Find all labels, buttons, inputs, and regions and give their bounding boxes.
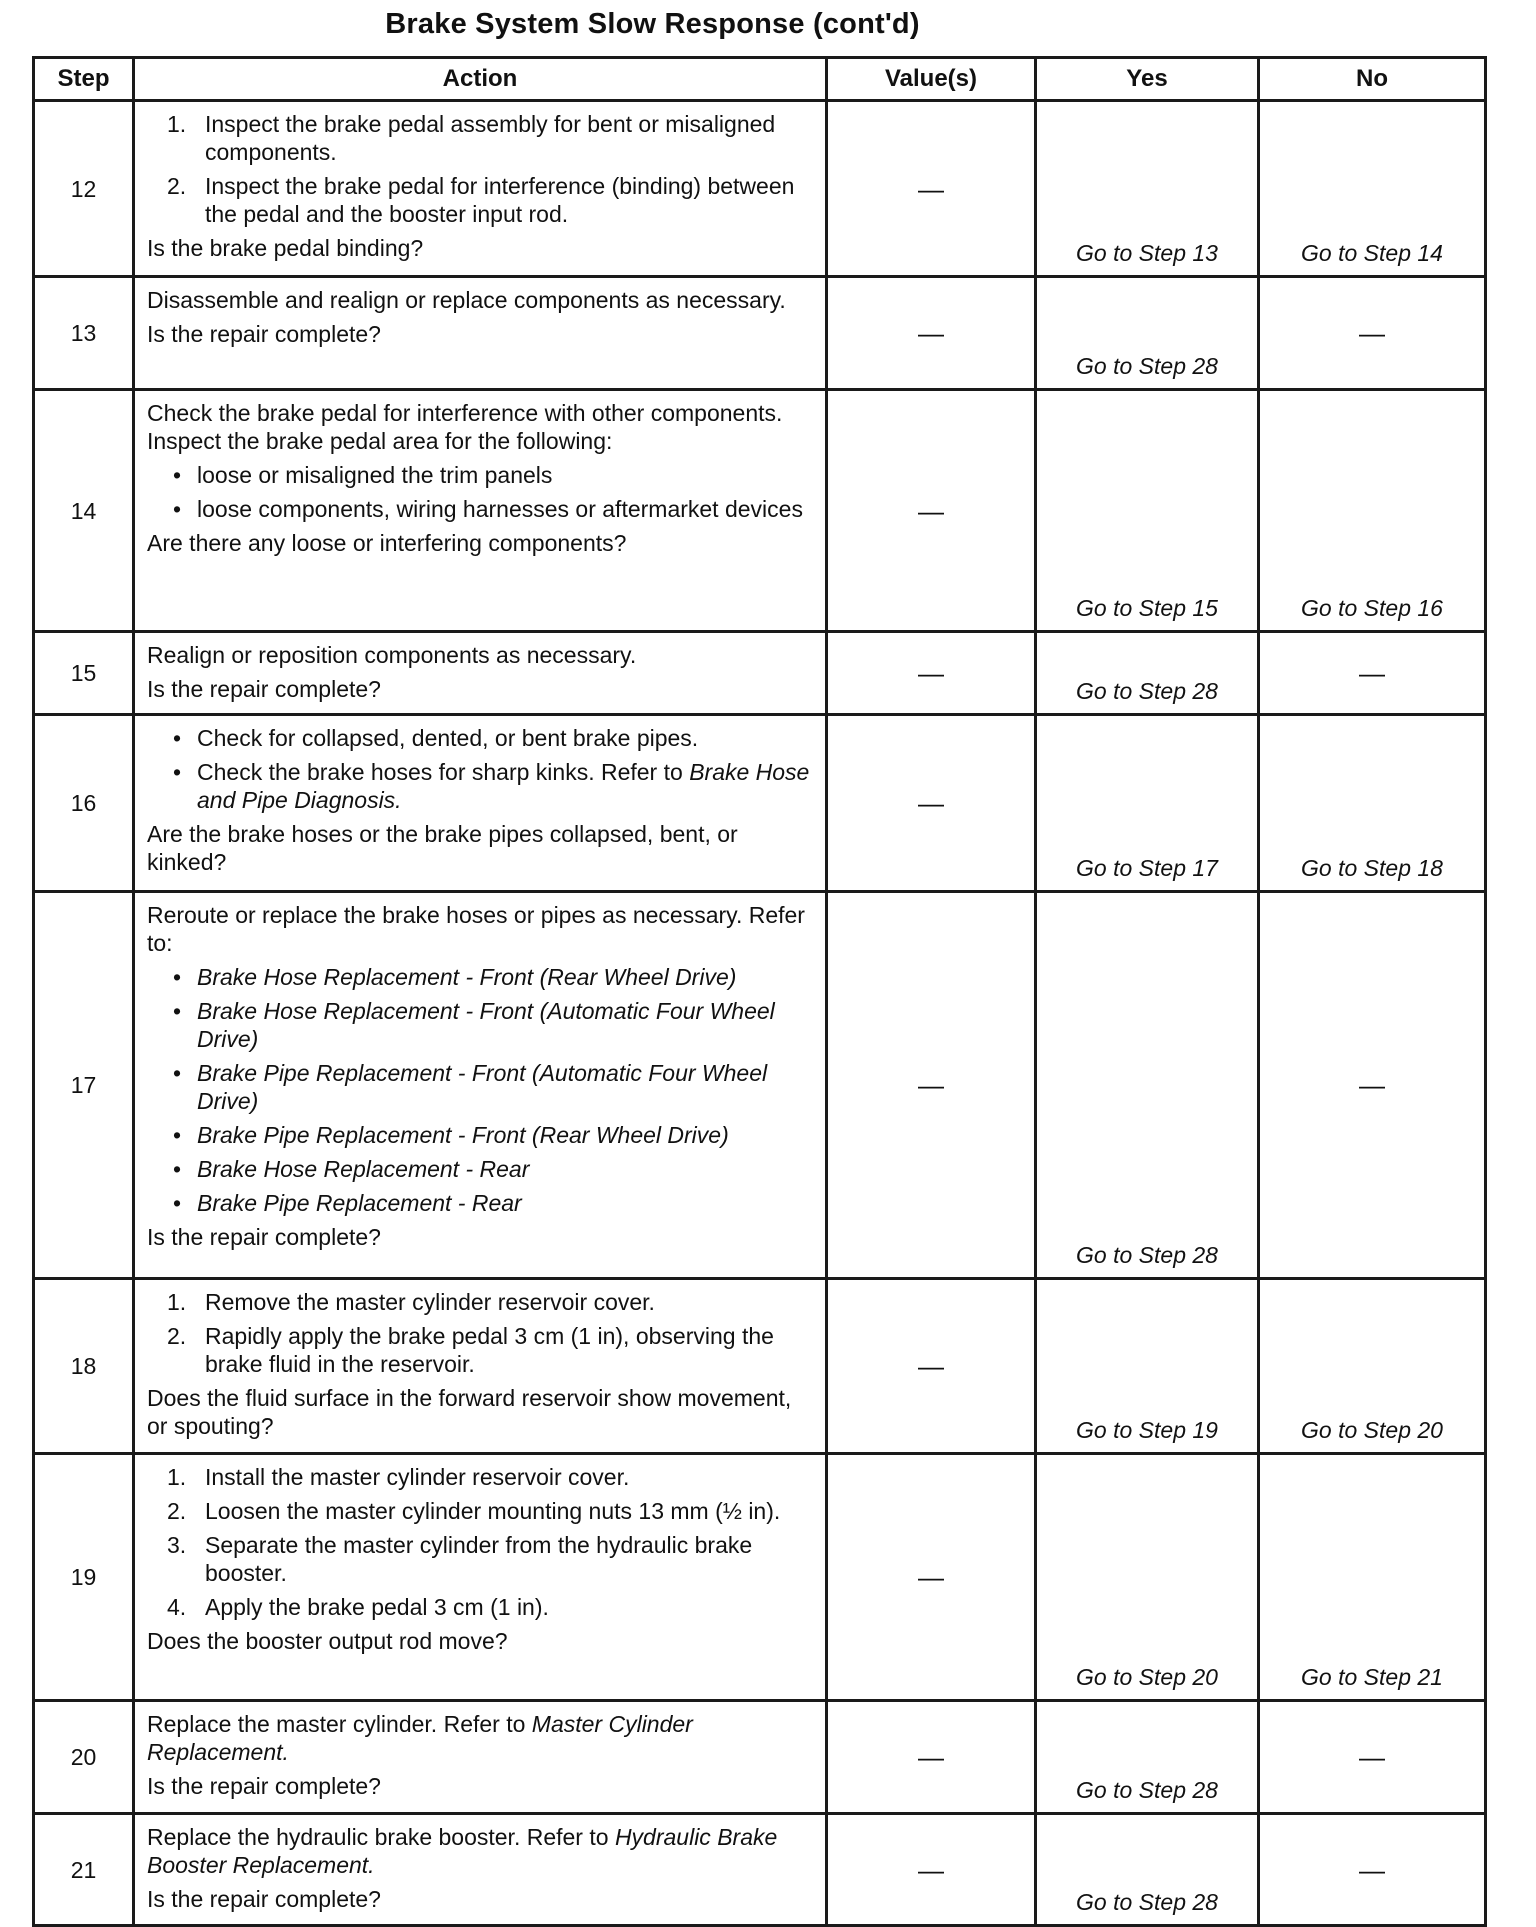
action-text xyxy=(147,1710,817,1766)
table-row xyxy=(34,1814,1486,1926)
list-item: • Brake Hose Replacement - Front (Automatic Four Wheel Drive) xyxy=(173,998,775,1052)
list-item-text: loose or misaligned the trim panels xyxy=(197,462,553,488)
list-item: • Check for collapsed, dented, or bent brake pipes. xyxy=(173,725,699,751)
header-no: No xyxy=(1259,58,1486,101)
table-row xyxy=(34,1454,1486,1701)
action-text: Realign or reposition components as necessary. xyxy=(147,642,637,668)
reference-link-text: Brake Hose and Pipe Diagnosis. xyxy=(197,759,810,813)
no-cell: — xyxy=(1259,1814,1486,1926)
question-text: Does the booster output rod move? xyxy=(147,1628,508,1654)
action-text xyxy=(147,1823,817,1879)
list-item: • Brake Pipe Replacement - Front (Automatic Four Wheel Drive) xyxy=(173,1060,768,1114)
table-row xyxy=(34,390,1486,632)
question-text: Is the repair complete? xyxy=(147,321,381,347)
question-text: Does the fluid surface in the forward reservoir show movement, or spouting? xyxy=(147,1385,792,1439)
step-number: 13 xyxy=(34,277,134,390)
table-row xyxy=(34,1279,1486,1454)
value-cell: — xyxy=(827,1814,1036,1926)
table-row xyxy=(34,277,1486,390)
yes-cell: Go to Step 17 xyxy=(1036,715,1259,892)
list-item-text: Separate the master cylinder from the hydraulic brake booster. xyxy=(205,1532,753,1586)
yes-cell: Go to Step 28 xyxy=(1036,892,1259,1279)
value-cell: — xyxy=(827,632,1036,715)
numbered-list xyxy=(147,110,817,228)
action-cell xyxy=(134,892,827,1279)
list-item-text: Brake Hose Replacement - Front (Rear Wheel Drive) xyxy=(197,964,737,990)
list-item: • Check the brake hoses for sharp kinks. Refer to Brake Hose and Pipe Diagnosis. xyxy=(173,759,810,813)
action-text-prefix: Replace the master cylinder. Refer to xyxy=(147,1711,532,1737)
action-cell xyxy=(134,632,827,715)
value-cell: — xyxy=(827,1279,1036,1454)
numbered-list xyxy=(147,1463,817,1621)
list-item: 4. Apply the brake pedal 3 cm (1 in). xyxy=(167,1594,549,1620)
yes-cell: Go to Step 19 xyxy=(1036,1279,1259,1454)
action-cell xyxy=(134,1701,827,1814)
header-row xyxy=(34,58,1486,101)
no-cell: Go to Step 18 xyxy=(1259,715,1486,892)
action-text: Disassemble and realign or replace components as necessary. xyxy=(147,287,786,313)
table-row xyxy=(34,632,1486,715)
step-number: 14 xyxy=(34,390,134,632)
list-item-text: Check the brake hoses for sharp kinks. Refer to xyxy=(197,759,690,785)
yes-cell: Go to Step 20 xyxy=(1036,1454,1259,1701)
action-text: Check the brake pedal for interference with other components. Inspect the brake pedal area for the following: xyxy=(147,400,783,454)
list-item-text: Apply the brake pedal 3 cm (1 in). xyxy=(205,1594,549,1620)
list-item: • Brake Hose Replacement - Front (Rear Wheel Drive) xyxy=(173,964,737,990)
action-cell xyxy=(134,1454,827,1701)
step-number: 20 xyxy=(34,1701,134,1814)
yes-cell: Go to Step 13 xyxy=(1036,101,1259,277)
list-item-text: Inspect the brake pedal for interference (binding) between the pedal and the booster input rod. xyxy=(205,173,795,227)
table-row xyxy=(34,892,1486,1279)
list-item-text: Check for collapsed, dented, or bent brake pipes. xyxy=(197,725,699,751)
question-text: Is the repair complete? xyxy=(147,1773,381,1799)
table-row xyxy=(34,1701,1486,1814)
numbered-list xyxy=(147,1288,817,1378)
list-item-text: Brake Hose Replacement - Front (Automatic Four Wheel Drive) xyxy=(197,998,775,1052)
value-cell: — xyxy=(827,715,1036,892)
step-number: 21 xyxy=(34,1814,134,1926)
list-item: • Brake Pipe Replacement - Front (Rear Wheel Drive) xyxy=(173,1122,729,1148)
list-item: • Brake Pipe Replacement - Rear xyxy=(173,1190,522,1216)
step-number: 12 xyxy=(34,101,134,277)
no-cell: Go to Step 14 xyxy=(1259,101,1486,277)
list-item-text: Remove the master cylinder reservoir cover. xyxy=(205,1289,655,1315)
no-cell: — xyxy=(1259,277,1486,390)
step-number: 17 xyxy=(34,892,134,1279)
question-text: Is the repair complete? xyxy=(147,676,381,702)
table-row xyxy=(34,101,1486,277)
list-item: 1. Inspect the brake pedal assembly for bent or misaligned components. xyxy=(167,111,776,165)
no-cell: Go to Step 20 xyxy=(1259,1279,1486,1454)
list-item-text: Brake Pipe Replacement - Front (Automatic Four Wheel Drive) xyxy=(197,1060,768,1114)
bullet-list xyxy=(147,461,817,523)
value-cell: — xyxy=(827,277,1036,390)
page-title: Brake System Slow Response (cont'd) xyxy=(385,8,920,40)
list-item-text: Install the master cylinder reservoir cover. xyxy=(205,1464,630,1490)
header-action: Action xyxy=(134,58,827,101)
bullet-list xyxy=(147,724,817,814)
step-number: 18 xyxy=(34,1279,134,1454)
step-number: 16 xyxy=(34,715,134,892)
no-cell: — xyxy=(1259,632,1486,715)
no-cell: — xyxy=(1259,892,1486,1279)
list-item-text: Inspect the brake pedal assembly for bent or misaligned components. xyxy=(205,111,776,165)
action-cell xyxy=(134,1814,827,1926)
table-row xyxy=(34,715,1486,892)
step-number: 19 xyxy=(34,1454,134,1701)
question-text: Is the repair complete? xyxy=(147,1886,381,1912)
header-yes: Yes xyxy=(1036,58,1259,101)
list-item: • Brake Hose Replacement - Rear xyxy=(173,1156,530,1182)
list-item-text: Loosen the master cylinder mounting nuts 13 mm (½ in). xyxy=(205,1498,781,1524)
question-text: Is the repair complete? xyxy=(147,1224,381,1250)
no-cell: — xyxy=(1259,1701,1486,1814)
list-item: 2. Rapidly apply the brake pedal 3 cm (1 in), observing the brake fluid in the reservoir. xyxy=(167,1323,774,1377)
list-item-text: loose components, wiring harnesses or aftermarket devices xyxy=(197,496,803,522)
value-cell: — xyxy=(827,1701,1036,1814)
header-step: Step xyxy=(34,58,134,101)
action-text-prefix: Replace the hydraulic brake booster. Refer to xyxy=(147,1824,615,1850)
yes-cell: Go to Step 28 xyxy=(1036,1814,1259,1926)
list-item: • loose or misaligned the trim panels xyxy=(173,462,553,488)
list-item: 1. Remove the master cylinder reservoir cover. xyxy=(167,1289,655,1315)
question-text: Are the brake hoses or the brake pipes collapsed, bent, or kinked? xyxy=(147,821,738,875)
list-item-text: Rapidly apply the brake pedal 3 cm (1 in), observing the brake fluid in the reservoir. xyxy=(205,1323,774,1377)
yes-cell: Go to Step 28 xyxy=(1036,1701,1259,1814)
header-values: Value(s) xyxy=(827,58,1036,101)
question-text: Are there any loose or interfering components? xyxy=(147,530,627,556)
list-item-text: Brake Pipe Replacement - Front (Rear Wheel Drive) xyxy=(197,1122,729,1148)
list-item: 2. Loosen the master cylinder mounting nuts 13 mm (½ in). xyxy=(167,1498,781,1524)
question-text: Is the brake pedal binding? xyxy=(147,235,424,261)
action-cell xyxy=(134,390,827,632)
list-item-text: Brake Hose Replacement - Rear xyxy=(197,1156,530,1182)
list-item: 3. Separate the master cylinder from the hydraulic brake booster. xyxy=(167,1532,753,1586)
action-cell xyxy=(134,101,827,277)
value-cell: — xyxy=(827,390,1036,632)
value-cell: — xyxy=(827,101,1036,277)
no-cell: Go to Step 21 xyxy=(1259,1454,1486,1701)
yes-cell: Go to Step 28 xyxy=(1036,277,1259,390)
no-cell: Go to Step 16 xyxy=(1259,390,1486,632)
step-number: 15 xyxy=(34,632,134,715)
action-text: Reroute or replace the brake hoses or pipes as necessary. Refer to: xyxy=(147,902,805,956)
action-cell xyxy=(134,1279,827,1454)
action-cell xyxy=(134,277,827,390)
action-cell xyxy=(134,715,827,892)
yes-cell: Go to Step 28 xyxy=(1036,632,1259,715)
diagnostic-table xyxy=(32,56,1487,1927)
value-cell: — xyxy=(827,1454,1036,1701)
list-item: 1. Install the master cylinder reservoir cover. xyxy=(167,1464,630,1490)
value-cell: — xyxy=(827,892,1036,1279)
bullet-list xyxy=(147,963,817,1217)
reference-link-text: Hydraulic Brake Booster Replacement. xyxy=(147,1824,778,1878)
list-item-text: Brake Pipe Replacement - Rear xyxy=(197,1190,522,1216)
reference-link-text: Master Cylinder Replacement. xyxy=(147,1711,693,1765)
yes-cell: Go to Step 15 xyxy=(1036,390,1259,632)
list-item: • loose components, wiring harnesses or aftermarket devices xyxy=(173,496,803,522)
list-item: 2. Inspect the brake pedal for interference (binding) between the pedal and the booster input rod. xyxy=(167,173,795,227)
